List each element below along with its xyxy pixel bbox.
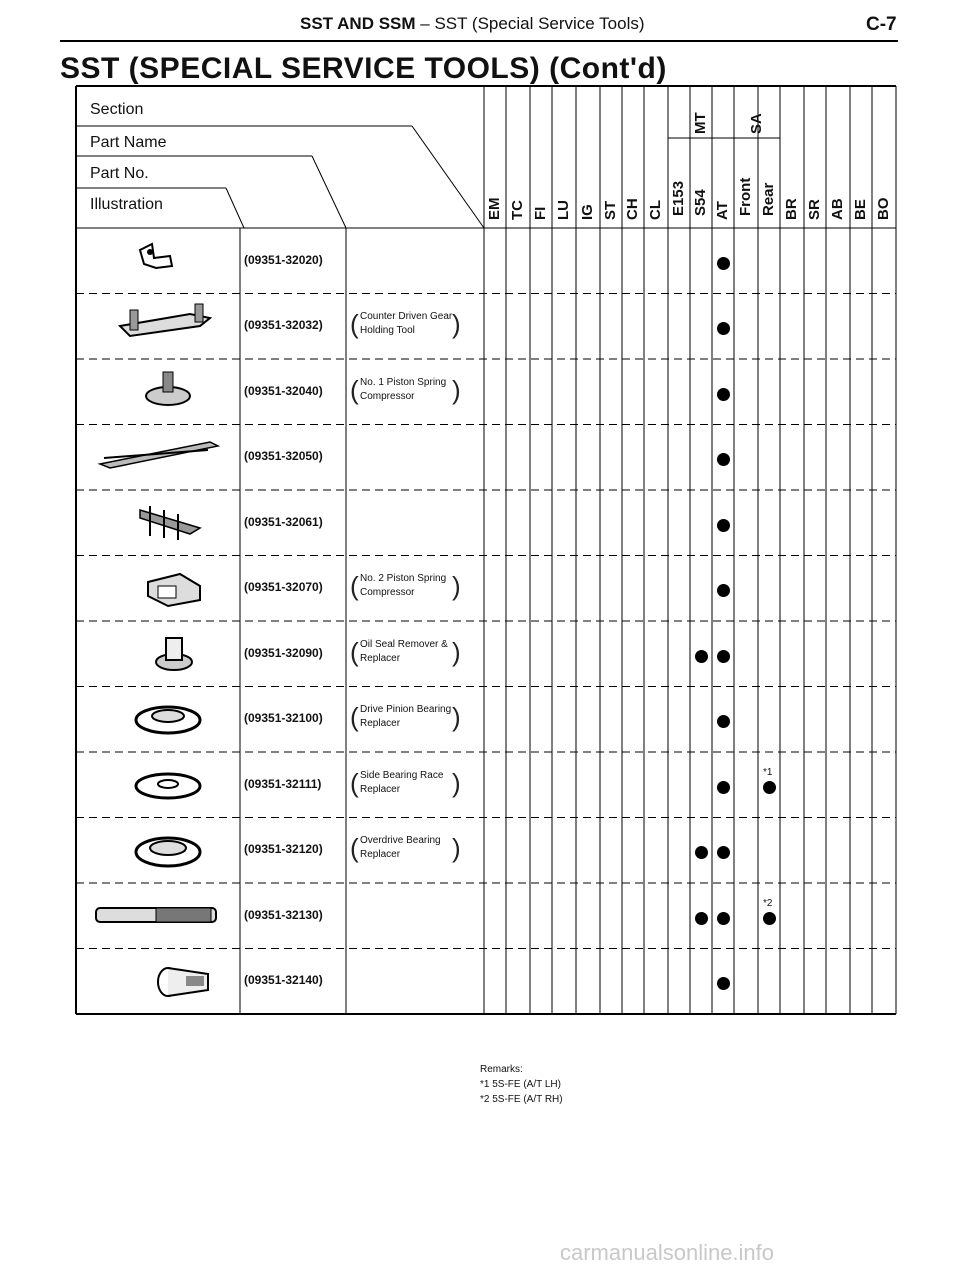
head-partname-label: Part Name (90, 134, 167, 151)
part-number: (09351-32100) (244, 711, 323, 726)
close-paren: ) (452, 309, 461, 340)
part-number: (09351-32120) (244, 842, 323, 857)
column-label-rear: Rear (760, 182, 777, 216)
part-number: (09351-32032) (244, 318, 323, 333)
part-name-line-1: No. 1 Piston Spring (360, 376, 447, 388)
column-label-cl: CL (647, 200, 664, 220)
applicability-dot (717, 257, 730, 270)
part-name-line-2: Compressor (360, 587, 415, 599)
part-name (360, 376, 446, 404)
snap-ring-expander-illustration (90, 434, 230, 474)
close-paren: ) (452, 767, 461, 798)
part-number: (09351-32040) (244, 383, 323, 398)
column-label-em: EM (486, 197, 503, 220)
part-name-line-1: Oil Seal Remover & (360, 638, 448, 650)
applicability-dot (717, 584, 730, 597)
close-paren: ) (452, 702, 461, 733)
part-name-line-2: Replacer (360, 849, 401, 861)
applicability-dot (717, 322, 730, 335)
part-name-line-1: Side Bearing Race (360, 769, 444, 781)
column-label-at: AT (714, 201, 731, 220)
open-paren: ( (350, 833, 359, 864)
applicability-dot (717, 977, 730, 990)
part-name (360, 572, 446, 600)
head-diag-2 (312, 156, 346, 228)
head-diag-3 (226, 188, 244, 228)
column-label-front: Front (737, 177, 754, 216)
column-label-st: ST (602, 200, 619, 220)
header-section: SST AND SSM (300, 14, 416, 33)
part-number: (09351-32070) (244, 580, 323, 595)
applicability-dot (695, 846, 708, 859)
part-name-line-2: Replacer (360, 652, 401, 664)
column-label-e153: E153 (670, 180, 687, 216)
oil-pump-puller-illustration (130, 500, 220, 544)
close-paren: ) (452, 374, 461, 405)
part-name-line-1: Counter Driven Gear (360, 311, 453, 323)
column-label-tc: TC (509, 200, 526, 220)
applicability-dot (717, 715, 730, 728)
column-label-ch: CH (624, 198, 641, 220)
column-label-bo: BO (875, 197, 892, 220)
open-paren: ( (350, 374, 359, 405)
column-label-be: BE (852, 199, 869, 220)
group-label-mt: MT (692, 112, 709, 134)
applicability-dot (717, 781, 730, 794)
watermark-text: carmanualsonline.info (560, 1240, 775, 1265)
column-label-fi: FI (532, 206, 549, 220)
applicability-dot (717, 650, 730, 663)
column-label-ab: AB (829, 198, 846, 220)
footnote-marker: *2 (763, 897, 773, 909)
remark-1: *1 5S-FE (A/T LH) (480, 1079, 561, 1090)
applicability-dot (717, 453, 730, 466)
stator-stopper-illustration (110, 238, 230, 278)
part-name (360, 834, 441, 862)
column-label-sr: SR (806, 199, 823, 220)
applicability-dot (717, 388, 730, 401)
part-number: (09351-32020) (244, 252, 323, 267)
page-title: SST (SPECIAL SERVICE TOOLS) (Cont'd) (60, 52, 667, 85)
oil-seal-replacer-illustration (150, 962, 220, 1002)
part-number: (09351-32050) (244, 449, 323, 464)
side-bearing-race-replacer-illustration (128, 764, 208, 804)
part-number: (09351-32111) (244, 776, 322, 791)
part-number: (09351-32090) (244, 645, 323, 660)
remark-2: *2 5S-FE (A/T RH) (480, 1094, 563, 1105)
header-subtitle: – SST (Special Service Tools) (415, 14, 645, 33)
head-diag-1 (412, 126, 484, 228)
piston-spring-compressor-2-illustration (140, 566, 210, 610)
part-name (360, 703, 451, 731)
applicability-dot (717, 519, 730, 532)
part-name-line-1: Drive Pinion Bearing (360, 704, 452, 716)
open-paren: ( (350, 767, 359, 798)
drive-pinion-bearing-replacer-illustration (128, 698, 208, 738)
part-name (360, 310, 452, 338)
open-paren: ( (350, 309, 359, 340)
open-paren: ( (350, 636, 359, 667)
handle-illustration (86, 898, 226, 934)
applicability-dot (717, 912, 730, 925)
column-label-br: BR (783, 198, 800, 220)
remarks-block (480, 1062, 563, 1107)
part-name-line-2: Replacer (360, 718, 401, 730)
part-number: (09351-32061) (244, 514, 323, 529)
part-name-line-2: Compressor (360, 390, 415, 402)
head-section-label: Section (90, 101, 144, 118)
remarks-label: Remarks: (480, 1064, 523, 1075)
close-paren: ) (452, 833, 461, 864)
head-illustration-label: Illustration (90, 196, 163, 213)
applicability-dot (695, 912, 708, 925)
applicability-dot (763, 912, 776, 925)
close-paren: ) (452, 636, 461, 667)
part-name (360, 638, 448, 666)
close-paren: ) (452, 571, 461, 602)
column-label-ig: IG (579, 204, 596, 220)
applicability-dot (695, 650, 708, 663)
column-label-s54: S54 (692, 189, 709, 216)
part-name (360, 769, 443, 797)
part-number: (09351-32140) (244, 973, 323, 988)
overdrive-bearing-replacer-illustration (128, 828, 208, 872)
piston-spring-compressor-illustration (130, 366, 210, 410)
group-label-sa: SA (748, 113, 765, 134)
part-name-line-2: Replacer (360, 783, 401, 795)
part-name-line-1: Overdrive Bearing (360, 835, 441, 847)
part-name-line-1: No. 2 Piston Spring (360, 573, 447, 585)
footnote-marker: *1 (763, 766, 773, 778)
open-paren: ( (350, 702, 359, 733)
part-number: (09351-32130) (244, 907, 323, 922)
head-partno-label: Part No. (90, 165, 149, 182)
page-number: C-7 (866, 14, 897, 35)
applicability-dot (763, 781, 776, 794)
column-label-lu: LU (555, 200, 572, 220)
part-name-line-2: Holding Tool (360, 325, 415, 337)
oil-seal-remover-illustration (150, 630, 200, 674)
open-paren: ( (350, 571, 359, 602)
holding-tool-illustration (100, 296, 230, 346)
applicability-dot (717, 846, 730, 859)
